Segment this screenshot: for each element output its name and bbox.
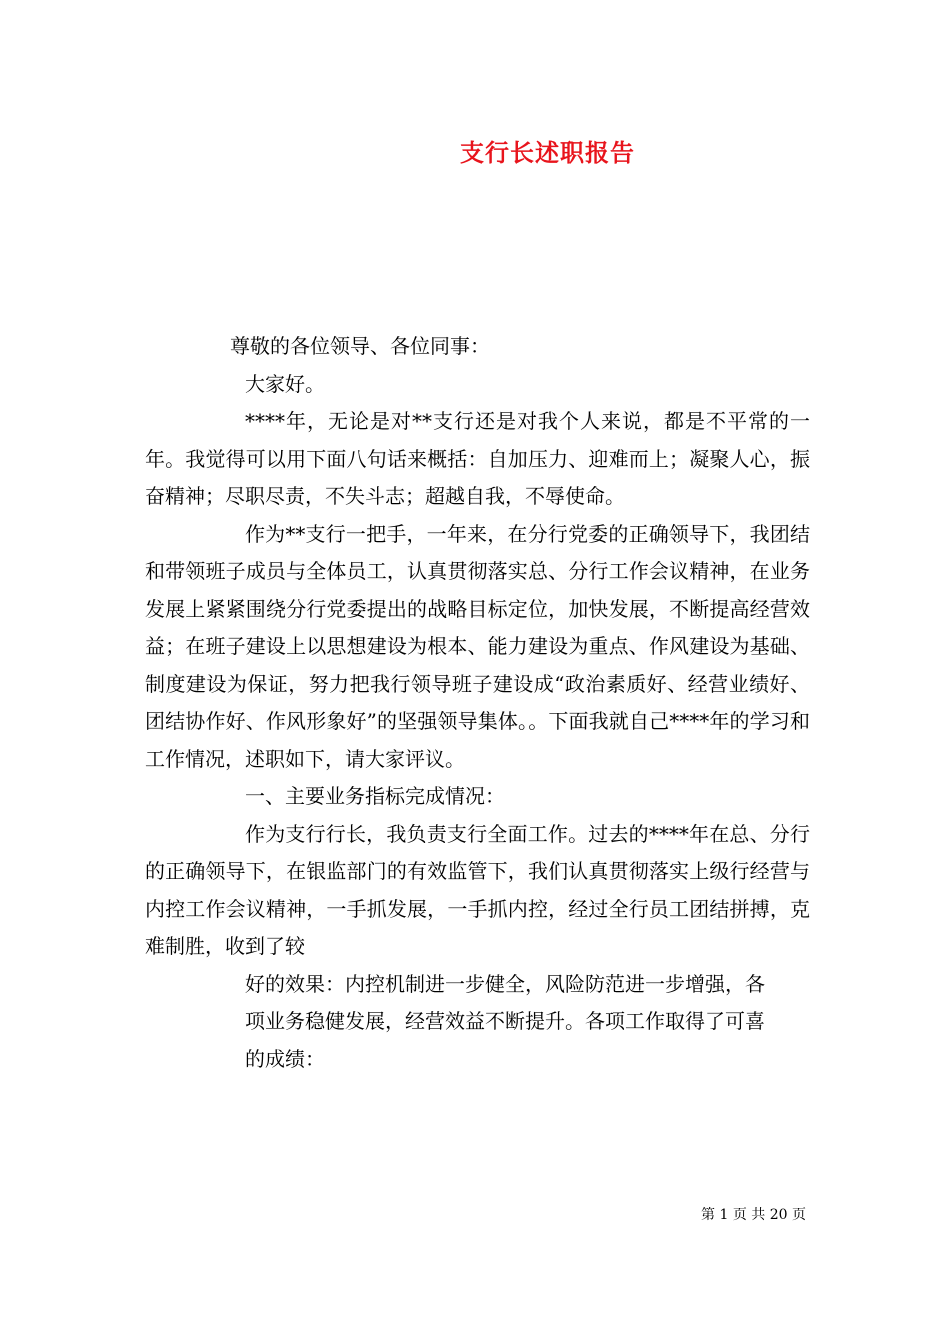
body-paragraph: 作为**支行一把手，一年来，在分行党委的正确领导下，我团结和带领班子成员与全体员工，认真贯彻落实总、分行工作会议精神，在业务发展上紧紧围绕分行党委提出的战略目标定位，加快发展，不断提高经营效益；在班子建设上以思想建设为根本、能力建设为重点、作风建设为基础、制度建设为保证，努力把我行领导班子建设成“政治素质好、经营业绩好、团结协作好、作风形象好”的坚强领导集体。。下面我就自己****年的学习和工作情况，述职如下，请大家评议。 [145,521,810,771]
page-number: 第 1 页 共 20 页 [701,1207,806,1223]
body-paragraph: 的成绩： [245,1046,325,1071]
body-paragraph: 项业务稳健发展，经营效益不断提升。各项工作取得了可喜 [245,1009,765,1033]
body-paragraph: 作为支行行长，我负责支行全面工作。过去的****年在总、分行的正确领导下，在银监部门的有效监管下，我们认真贯彻落实上级行经营与内控工作会议精神，一手抓发展，一手抓内控，经过全行员工团结拼搏，克难制胜，收到了较 [145,821,810,958]
body-paragraph: 好的效果：内控机制进一步健全，风险防范进一步增强，各 [245,971,765,996]
document-body [145,328,810,1078]
salutation-paragraph: 尊敬的各位领导、各位同事： [230,334,490,358]
greeting-paragraph: 大家好。 [245,371,325,396]
section-heading: 一、主要业务指标完成情况： [245,784,505,808]
body-paragraph: ****年，无论是对**支行还是对我个人来说，都是不平常的一年。我觉得可以用下面八句话来概括：自加压力、迎难而上；凝聚人心，振奋精神；尽职尽责，不失斗志；超越自我，不辱使命。 [145,409,810,508]
document-title: 支行长述职报告 [460,138,635,167]
